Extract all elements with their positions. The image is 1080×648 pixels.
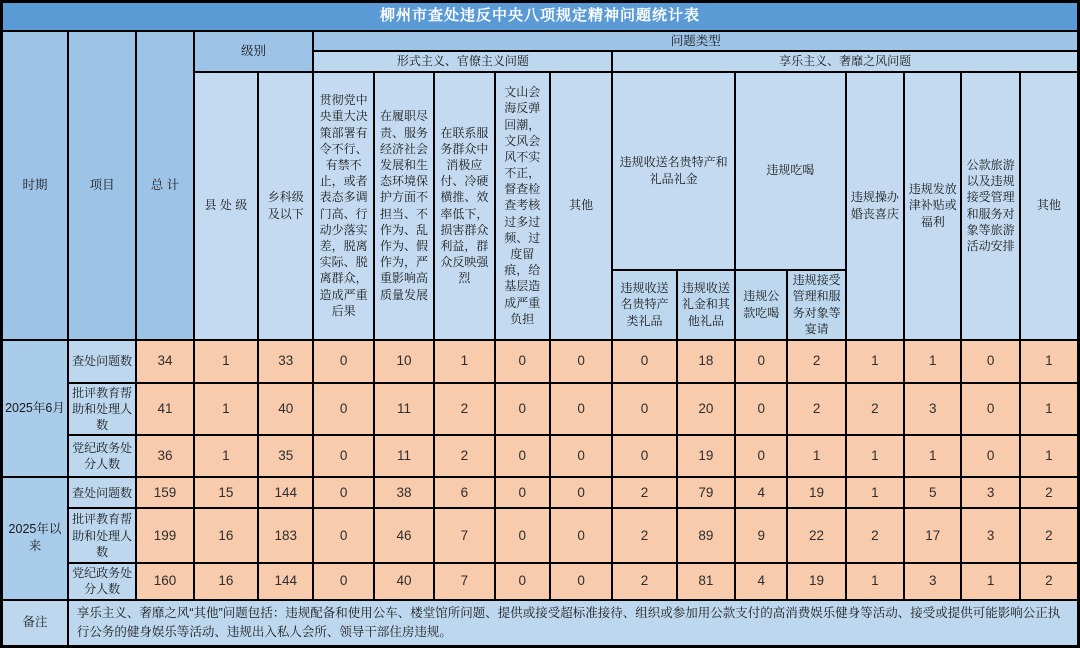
period-cell: 2025年6月 — [2, 340, 68, 478]
header-dining-public-funds: 违规公款吃喝 — [735, 270, 787, 340]
table-row — [2, 383, 1079, 436]
header-formalism-col-duty: 在履职尽责、服务经济社会发展和生态环境保护方面不担当、不作为、乱作为、假作为，严重影响高质量发展 — [374, 72, 434, 340]
data-cell: 0 — [612, 340, 676, 383]
data-cell: 10 — [374, 340, 434, 383]
data-cell: 17 — [904, 508, 961, 563]
data-cell: 2 — [434, 383, 494, 436]
page-title: 柳州市查处违反中央八项规定精神问题统计表 — [2, 2, 1079, 31]
data-cell: 9 — [735, 508, 787, 563]
data-cell: 0 — [313, 563, 373, 599]
data-cell: 5 — [904, 477, 961, 508]
data-cell: 35 — [258, 435, 313, 477]
data-cell: 1 — [787, 435, 845, 477]
data-cell: 2 — [612, 477, 676, 508]
data-cell: 0 — [612, 383, 676, 436]
table-row — [2, 508, 1079, 563]
header-dining-group: 违规吃喝 — [735, 72, 846, 270]
data-cell: 18 — [677, 340, 735, 383]
data-cell: 1 — [194, 435, 258, 477]
data-cell: 0 — [735, 435, 787, 477]
data-cell: 79 — [677, 477, 735, 508]
row-label: 批评教育帮助和处理人数 — [68, 383, 136, 436]
header-formalism-col-masses: 在联系服务群众中消极应付、冷硬横推、效率低下，损害群众利益，群众反映强烈 — [434, 72, 494, 340]
header-formalism-col-policy: 贯彻党中央重大决策部署有令不行、有禁不止，或者表态多调门高、行动少落实差，脱离实际、脱离群众，造成严重后果 — [313, 72, 373, 340]
table-row — [2, 563, 1079, 599]
data-cell: 2 — [612, 508, 676, 563]
data-cell: 160 — [136, 563, 193, 599]
header-total: 总 计 — [136, 31, 193, 340]
period-cell: 2025年以来 — [2, 477, 68, 599]
data-cell: 40 — [258, 383, 313, 436]
data-cell: 0 — [550, 563, 612, 599]
data-cell: 1 — [846, 435, 904, 477]
data-cell: 144 — [258, 563, 313, 599]
header-level-group: 级别 — [194, 31, 314, 72]
data-cell: 0 — [495, 563, 550, 599]
data-cell: 2 — [1020, 477, 1079, 508]
data-cell: 40 — [374, 563, 434, 599]
data-cell: 4 — [735, 563, 787, 599]
data-cell: 3 — [961, 508, 1019, 563]
header-hedonism-other: 其他 — [1020, 72, 1079, 340]
data-cell: 0 — [313, 340, 373, 383]
data-cell: 0 — [313, 508, 373, 563]
data-cell: 6 — [434, 477, 494, 508]
header-weddings-funerals: 违规操办婚丧喜庆 — [846, 72, 904, 340]
header-item: 项目 — [68, 31, 136, 340]
data-cell: 0 — [495, 477, 550, 508]
data-cell: 89 — [677, 508, 735, 563]
row-label: 党纪政务处分人数 — [68, 563, 136, 599]
data-cell: 1 — [194, 340, 258, 383]
data-cell: 0 — [735, 340, 787, 383]
data-cell: 3 — [904, 563, 961, 599]
row-label: 查处问题数 — [68, 340, 136, 383]
data-cell: 0 — [313, 477, 373, 508]
header-gifts-cash: 违规收送礼金和其他礼品 — [677, 270, 735, 340]
row-label: 党纪政务处分人数 — [68, 435, 136, 477]
table-row — [2, 340, 1079, 383]
data-cell: 1 — [846, 477, 904, 508]
data-cell: 4 — [735, 477, 787, 508]
data-cell: 15 — [194, 477, 258, 508]
data-cell: 11 — [374, 383, 434, 436]
data-cell: 0 — [495, 383, 550, 436]
data-cell: 7 — [434, 563, 494, 599]
data-cell: 1 — [904, 340, 961, 383]
data-cell: 33 — [258, 340, 313, 383]
data-cell: 0 — [495, 340, 550, 383]
header-dining-banquets: 违规接受管理和服务对象等宴请 — [787, 270, 845, 340]
data-cell: 2 — [1020, 563, 1079, 599]
data-cell: 16 — [194, 563, 258, 599]
header-formalism-col-other: 其他 — [550, 72, 612, 340]
header-problem-type-group: 问题类型 — [313, 31, 1078, 52]
data-cell: 19 — [677, 435, 735, 477]
data-cell: 11 — [374, 435, 434, 477]
remarks-text: 享乐主义、奢靡之风“其他”问题包括：违规配备和使用公车、楼堂馆所问题、提供或接受超标准接待、组织或参加用公款支付的高消费娱乐健身等活动、接受或提供可能影响公正执行公务的健身娱乐等活动、违规出入私人会所、领导干部住房违规。 — [68, 600, 1079, 647]
data-cell: 2 — [787, 340, 845, 383]
header-public-travel: 公款旅游以及违规接受管理和服务对象等旅游活动安排 — [961, 72, 1019, 340]
data-cell: 0 — [612, 435, 676, 477]
header-hedonism-group: 享乐主义、奢靡之风问题 — [612, 51, 1078, 71]
data-cell: 1 — [846, 340, 904, 383]
data-cell: 1 — [961, 563, 1019, 599]
data-cell: 16 — [194, 508, 258, 563]
data-cell: 46 — [374, 508, 434, 563]
data-cell: 1 — [194, 383, 258, 436]
data-cell: 2 — [787, 383, 845, 436]
data-cell: 0 — [495, 435, 550, 477]
data-cell: 3 — [961, 477, 1019, 508]
header-row-groups — [2, 31, 1079, 52]
data-cell: 1 — [1020, 340, 1079, 383]
header-formalism-group: 形式主义、官僚主义问题 — [313, 51, 612, 71]
data-cell: 0 — [735, 383, 787, 436]
data-cell: 1 — [904, 435, 961, 477]
data-cell: 0 — [313, 435, 373, 477]
data-cell: 1 — [1020, 383, 1079, 436]
title-row — [2, 2, 1079, 31]
data-cell: 0 — [313, 383, 373, 436]
table-row — [2, 435, 1079, 477]
data-cell: 2 — [434, 435, 494, 477]
table-row — [2, 477, 1079, 508]
data-cell: 1 — [846, 563, 904, 599]
data-cell: 0 — [961, 435, 1019, 477]
data-cell: 22 — [787, 508, 845, 563]
data-cell: 144 — [258, 477, 313, 508]
data-cell: 41 — [136, 383, 193, 436]
header-gifts-group: 违规收送名贵特产和礼品礼金 — [612, 72, 735, 270]
data-cell: 0 — [550, 508, 612, 563]
data-cell: 7 — [434, 508, 494, 563]
data-cell: 81 — [677, 563, 735, 599]
data-cell: 2 — [612, 563, 676, 599]
data-cell: 19 — [787, 477, 845, 508]
data-cell: 159 — [136, 477, 193, 508]
data-cell: 0 — [550, 383, 612, 436]
header-gifts-specialty: 违规收送名贵特产类礼品 — [612, 270, 676, 340]
data-cell: 2 — [846, 508, 904, 563]
data-cell: 0 — [495, 508, 550, 563]
data-cell: 36 — [136, 435, 193, 477]
data-cell: 1 — [434, 340, 494, 383]
data-cell: 34 — [136, 340, 193, 383]
data-cell: 1 — [1020, 435, 1079, 477]
data-cell: 0 — [961, 383, 1019, 436]
header-level-county: 县 处 级 — [194, 72, 258, 340]
data-cell: 0 — [550, 477, 612, 508]
row-label: 查处问题数 — [68, 477, 136, 508]
data-cell: 2 — [1020, 508, 1079, 563]
header-level-township: 乡科级及以下 — [258, 72, 313, 340]
data-cell: 20 — [677, 383, 735, 436]
header-allowances: 违规发放津补贴或福利 — [904, 72, 961, 340]
data-cell: 0 — [550, 340, 612, 383]
data-cell: 183 — [258, 508, 313, 563]
header-period: 时期 — [2, 31, 68, 340]
data-cell: 38 — [374, 477, 434, 508]
data-cell: 2 — [846, 383, 904, 436]
header-formalism-col-meetings: 文山会海反弹回潮，文风会风不实不正，督查检查考核过多过频、过度留痕，给基层造成严重负担 — [495, 72, 550, 340]
data-cell: 19 — [787, 563, 845, 599]
row-label: 批评教育帮助和处理人数 — [68, 508, 136, 563]
remarks-label: 备注 — [2, 600, 68, 647]
data-cell: 0 — [961, 340, 1019, 383]
remarks-row — [2, 600, 1079, 647]
data-cell: 0 — [550, 435, 612, 477]
data-cell: 199 — [136, 508, 193, 563]
data-cell: 3 — [904, 383, 961, 436]
